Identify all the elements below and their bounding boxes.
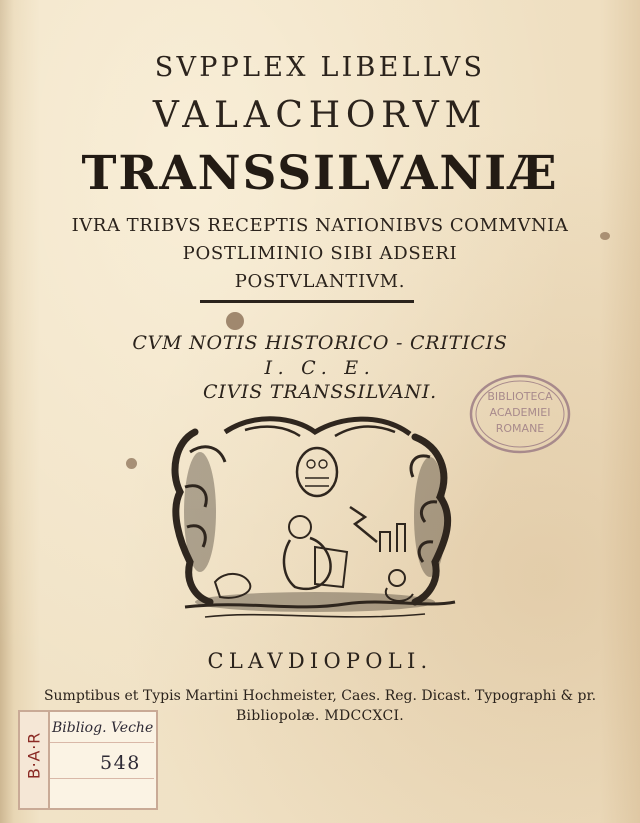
title-line-3: TRANSSILVANIÆ — [81, 146, 559, 201]
subtitle-line-1: IVRA TRIBVS RECEPTIS NATIONIBVS COMMVNIA — [71, 215, 569, 236]
label-handwritten-collection: Bibliog. Veche — [52, 720, 154, 736]
library-stamp — [468, 372, 572, 456]
stamp-line-3: ROMANE — [495, 422, 545, 435]
place-of-printing: CLAVDIOPOLI. — [207, 649, 433, 673]
imprint-line-2: Bibliopolæ. MDCCXCI. — [235, 708, 405, 724]
label-rule — [50, 742, 154, 743]
call-number-label — [18, 710, 158, 810]
title-line-2: VALACHORVM — [152, 95, 488, 136]
imprint-line-1: Sumptibus et Typis Martini Hochmeister, Caes. Reg. Dicast. Typographi & pr. — [43, 688, 597, 704]
author-initials: I. C. E. — [264, 357, 376, 379]
title-line-1: SVPPLEX LIBELLVS — [154, 52, 486, 83]
label-library-code: B·A·R — [24, 731, 44, 780]
subtitle-line-3: POSTVLANTIVM. — [234, 271, 406, 292]
stain-spot — [126, 458, 137, 469]
label-side-strip — [20, 712, 50, 808]
author-description: CIVIS TRANSSILVANI. — [203, 381, 437, 403]
label-rule — [50, 778, 154, 779]
divider-rule — [200, 300, 414, 303]
stamp-line-1: BIBLIOTECA — [487, 390, 553, 403]
stain-spot — [226, 312, 244, 330]
vignette-engraving — [165, 412, 465, 627]
notes-line: CVM NOTIS HISTORICO - CRITICIS — [132, 332, 508, 354]
label-call-number: 548 — [100, 752, 141, 774]
stamp-line-2: ACADEMIEI — [489, 406, 551, 419]
subtitle-line-2: POSTLIMINIO SIBI ADSERI — [182, 243, 458, 264]
